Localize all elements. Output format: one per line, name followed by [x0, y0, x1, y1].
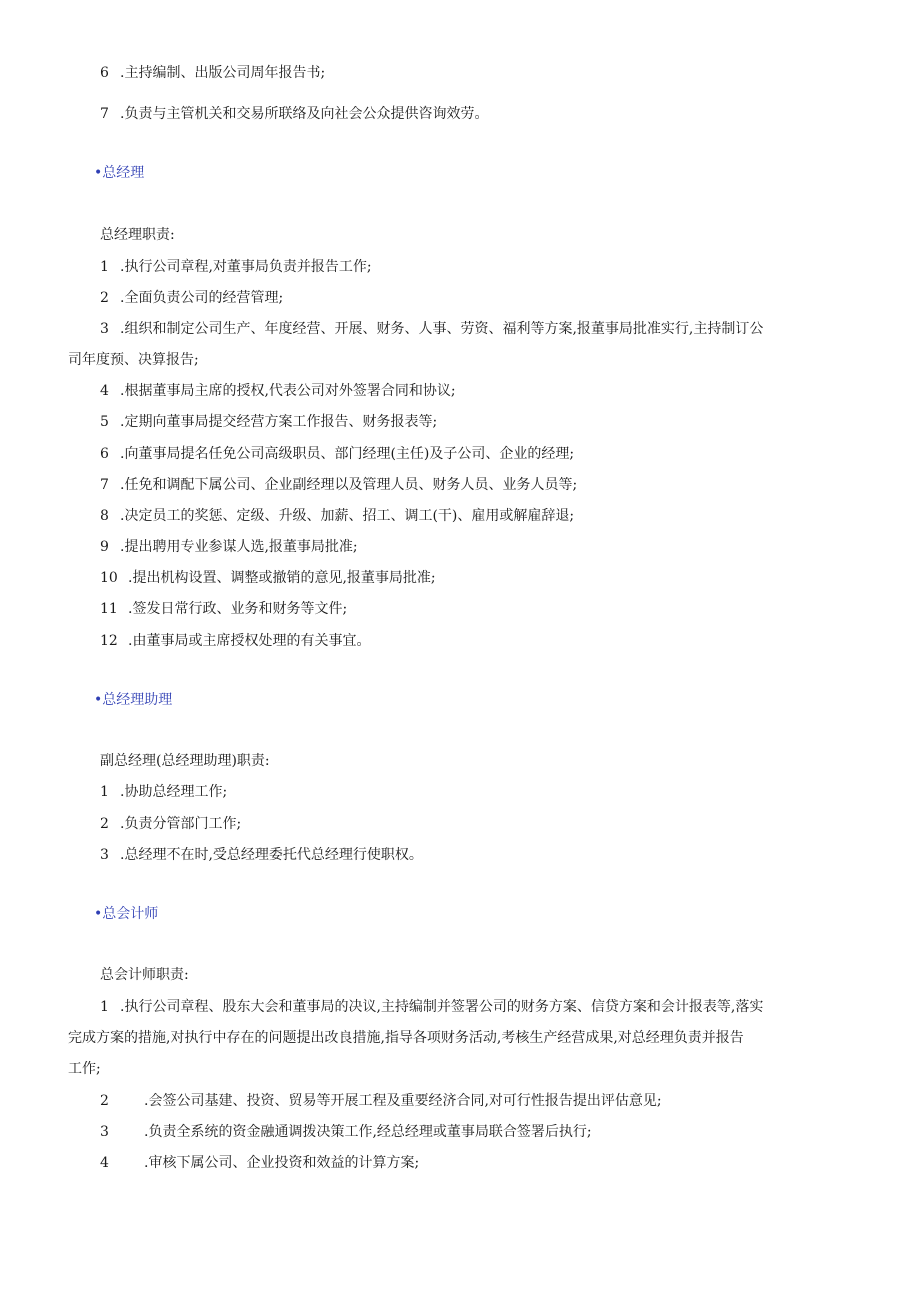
item-number: 1 — [100, 999, 109, 1015]
item-number: 10 — [100, 570, 118, 586]
list-item — [100, 599, 347, 619]
list-item — [100, 475, 577, 495]
item-text: .负责全系统的资金融通调拨决策工作,经总经理或董事局联合签署后执行; — [144, 1124, 592, 1140]
item-number: 4 — [100, 1155, 109, 1171]
list-item — [100, 1122, 592, 1142]
item-number: 1 — [100, 259, 109, 275]
list-item — [100, 1153, 419, 1173]
list-item — [100, 506, 574, 526]
section-heading-gm: •总经理 — [94, 165, 145, 181]
item-text: .会签公司基建、投资、贸易等开展工程及重要经济合同,对可行性报告提出评估意见; — [144, 1093, 662, 1109]
list-item — [100, 63, 325, 83]
item-number: 7 — [100, 106, 109, 122]
item-number: 2 — [100, 290, 109, 306]
item-text: .提出机构设置、调整或撤销的意见,报董事局批准; — [128, 570, 436, 586]
item-text: .签发日常行政、业务和财务等文件; — [128, 601, 348, 617]
item-number: 4 — [100, 383, 109, 399]
list-item — [100, 412, 437, 432]
item-number: 11 — [100, 601, 118, 617]
item-number: 5 — [100, 414, 109, 430]
list-item-continuation: 工作; — [68, 1061, 101, 1077]
item-text: .负责与主管机关和交易所联络及向社会公众提供咨询效劳。 — [120, 106, 489, 122]
section-heading-chief-accountant: •总会计师 — [94, 906, 159, 922]
item-text: .提出聘用专业参谋人选,报董事局批准; — [120, 539, 358, 555]
item-number: 7 — [100, 477, 109, 493]
item-text: .全面负责公司的经营管理; — [120, 290, 284, 306]
item-number: 8 — [100, 508, 109, 524]
section-intro: 副总经理(总经理助理)职责: — [100, 753, 270, 769]
item-number: 3 — [100, 1124, 109, 1140]
list-item-continuation: 司年度预、决算报告; — [68, 352, 199, 368]
item-text: .执行公司章程、股东大会和董事局的决议,主持编制并签署公司的财务方案、信贷方案和会计报表等,落实 — [120, 999, 764, 1015]
item-text: .组织和制定公司生产、年度经营、开展、财务、人事、劳资、福利等方案,报董事局批准实行,主持制订公 — [120, 321, 764, 337]
item-text: .总经理不在时,受总经理委托代总经理行使职权。 — [120, 847, 423, 863]
item-text: .主持编制、出版公司周年报告书; — [120, 65, 326, 81]
item-number: 6 — [100, 65, 109, 81]
list-item-continuation: 完成方案的措施,对执行中存在的问题提出改良措施,指导各项财务活动,考核生产经营成果,对总经理负责并报告 — [68, 1030, 744, 1046]
list-item — [100, 997, 763, 1017]
list-item — [100, 381, 456, 401]
list-item — [100, 782, 227, 802]
list-item — [100, 288, 283, 308]
item-text: .负责分管部门工作; — [120, 816, 242, 832]
item-text: .审核下属公司、企业投资和效益的计算方案; — [144, 1155, 420, 1171]
item-number: 2 — [100, 1093, 109, 1109]
item-number: 12 — [100, 633, 118, 649]
section-intro: 总经理职责: — [100, 227, 175, 243]
list-item — [100, 444, 574, 464]
list-item — [100, 568, 436, 588]
list-item — [100, 1091, 662, 1111]
list-item — [100, 104, 488, 124]
list-item — [100, 319, 763, 339]
item-number: 3 — [100, 847, 109, 863]
list-item — [100, 631, 370, 651]
item-number: 2 — [100, 816, 109, 832]
item-number: 9 — [100, 539, 109, 555]
section-heading-gm-assistant: •总经理助理 — [94, 692, 173, 708]
item-text: .向董事局提名任免公司高级职员、部门经理(主任)及子公司、企业的经理; — [120, 446, 575, 462]
list-item — [100, 257, 372, 277]
list-item — [100, 845, 423, 865]
item-text: .根据董事局主席的授权,代表公司对外签署合同和协议; — [120, 383, 456, 399]
item-number: 3 — [100, 321, 109, 337]
item-number: 6 — [100, 446, 109, 462]
item-text: .由董事局或主席授权处理的有关事宜。 — [128, 633, 371, 649]
item-text: .任免和调配下属公司、企业副经理以及管理人员、财务人员、业务人员等; — [120, 477, 578, 493]
item-text: .决定员工的奖惩、定级、升级、加薪、招工、调工(干)、雇用或解雇辞退; — [120, 508, 575, 524]
item-text: .执行公司章程,对董事局负责并报告工作; — [120, 259, 372, 275]
list-item — [100, 537, 358, 557]
item-text: .定期向董事局提交经营方案工作报告、财务报表等; — [120, 414, 438, 430]
item-number: 1 — [100, 784, 109, 800]
list-item — [100, 814, 241, 834]
section-intro: 总会计师职责: — [100, 967, 189, 983]
item-text: .协助总经理工作; — [120, 784, 228, 800]
